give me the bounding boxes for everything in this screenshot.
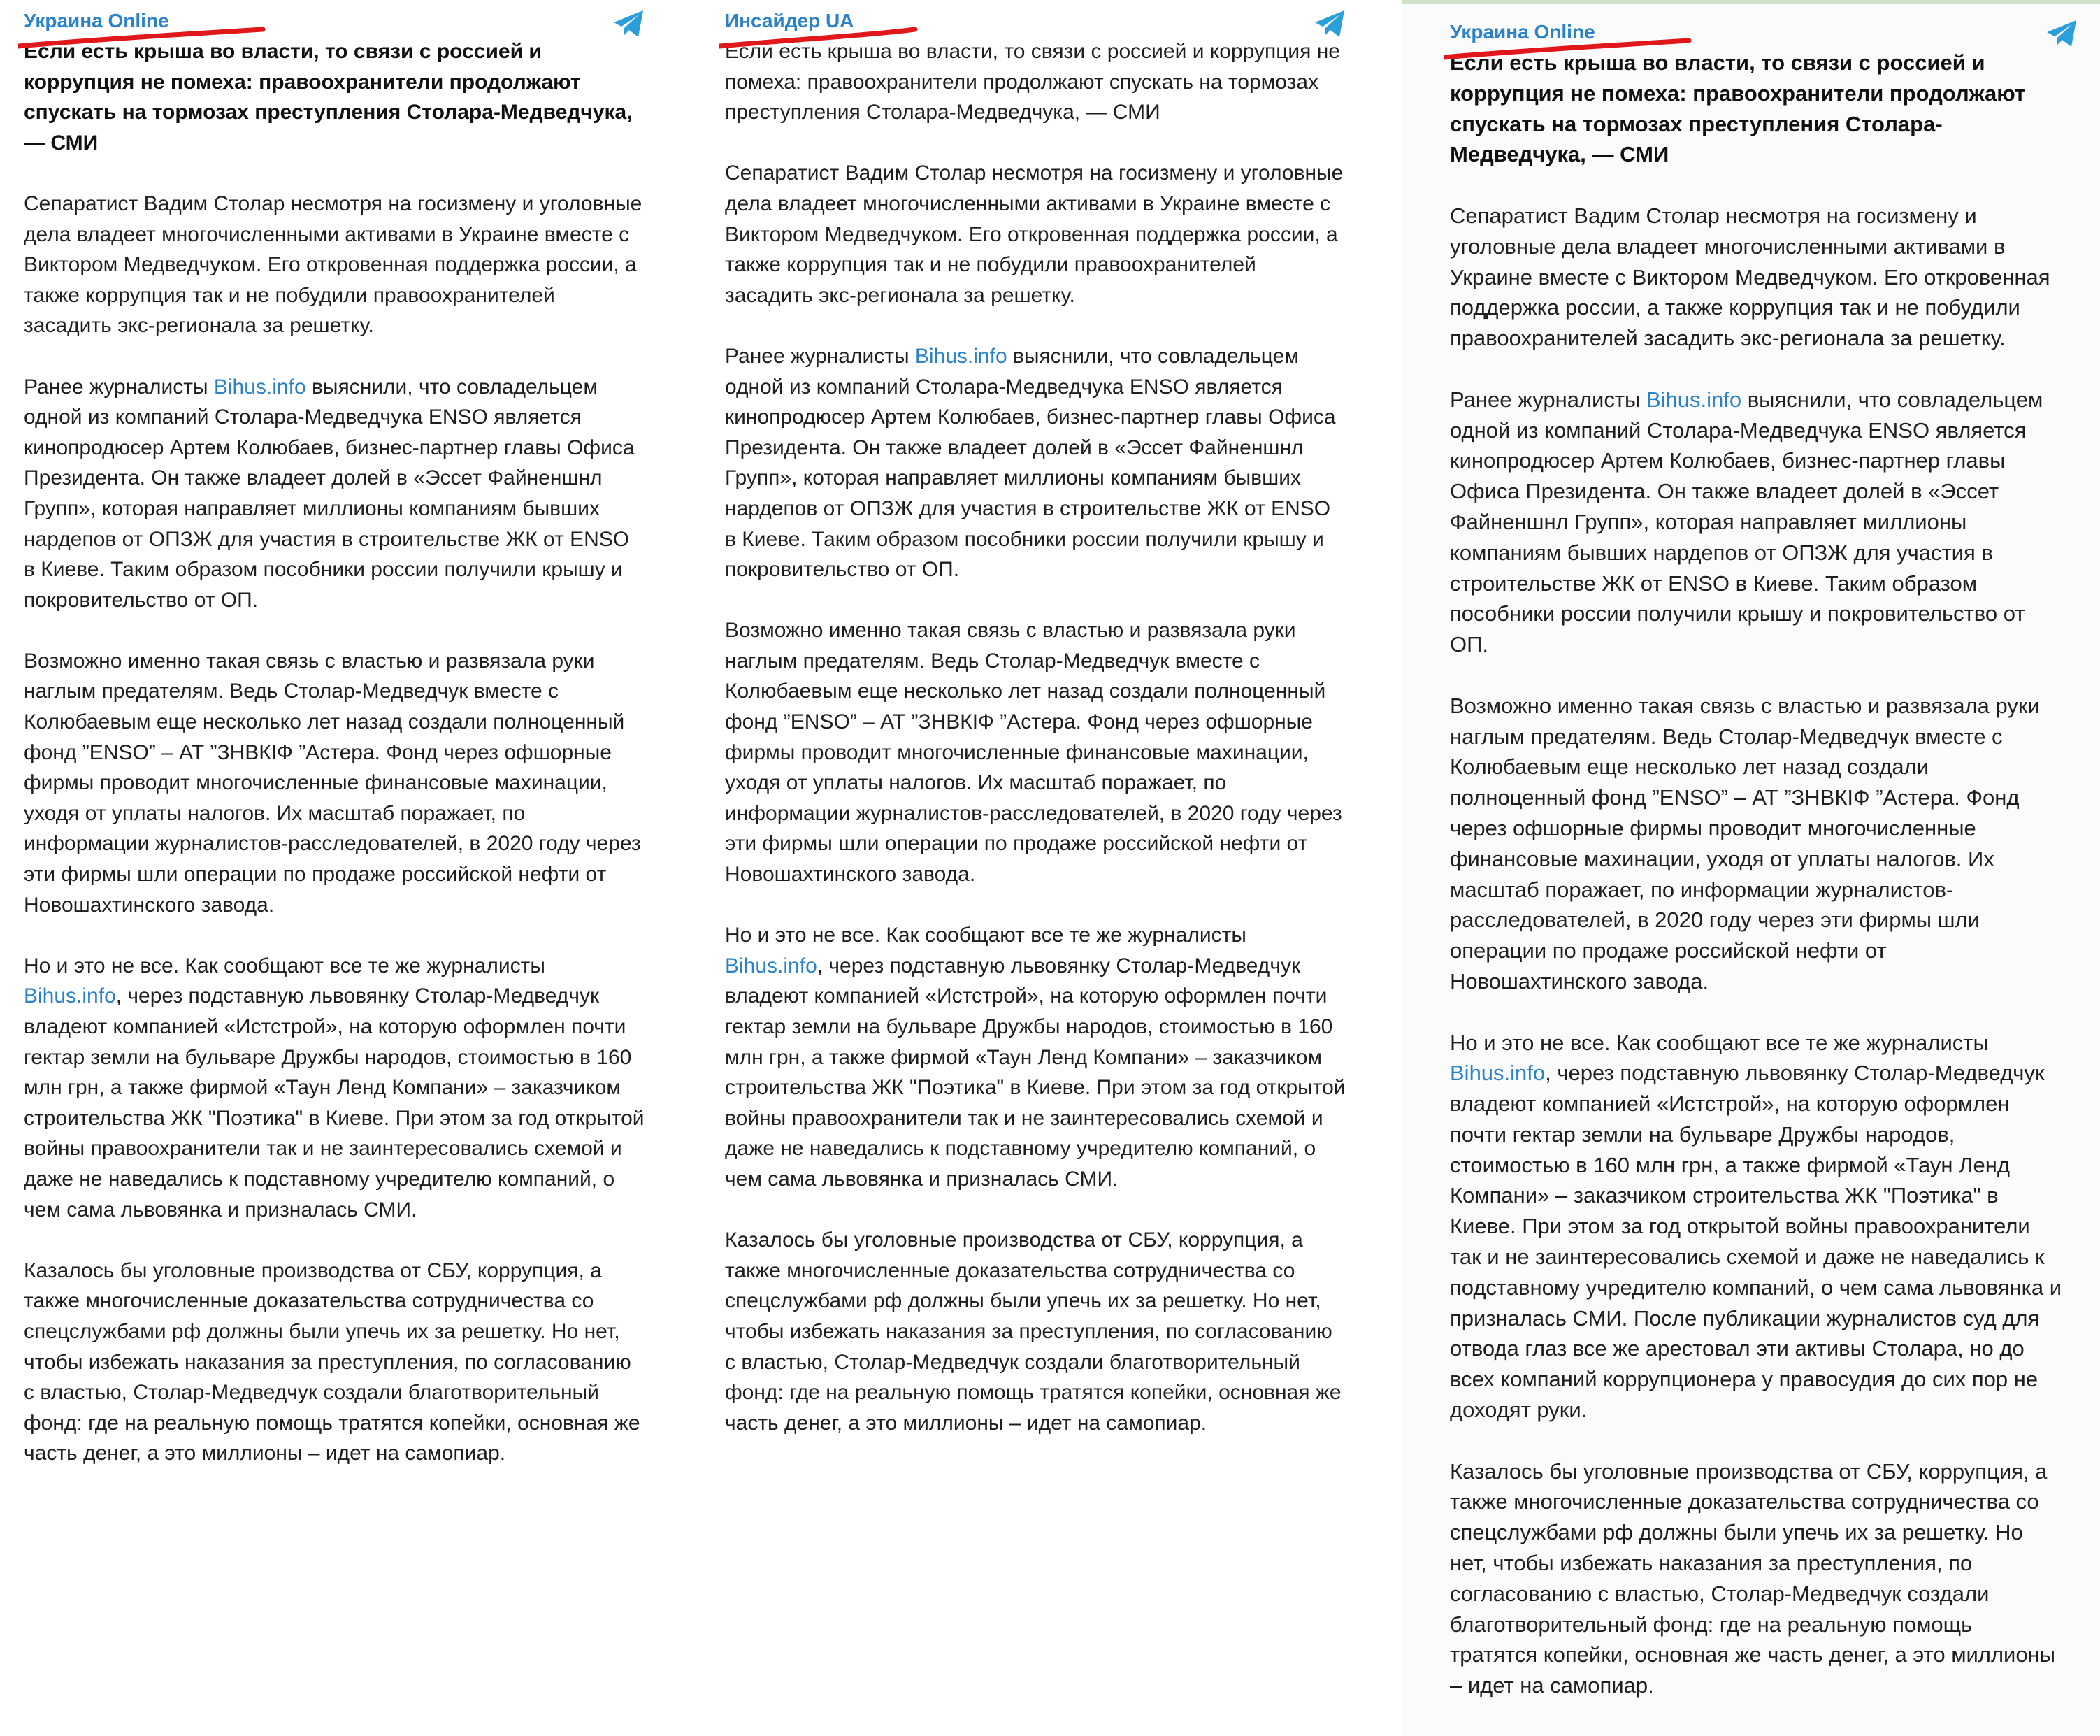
- post-column-1: [0, 0, 701, 1736]
- channel-name[interactable]: Украина Online: [1450, 17, 1595, 48]
- post-body: [24, 36, 646, 1469]
- post-container: [24, 6, 646, 1500]
- red-underline-mark: [18, 25, 270, 53]
- post-paragraph: Но и это не все. Как сообщают все те же журналисты Bihus.info, через подставную львовянку Столар-Медведчук владеют компанией «Истстрой», на которую оформлен почти гектар земли на бульваре Дружбы народов, стоимостью в 160 млн грн, а также фирмой «Таун Ленд Компани» – заказчиком строительства ЖК "Поэтика" в Киеве. При этом за год открытой войны правоохранители так и не заинтересовались схемой и даже не наведались к подставному учредителю компаний, о чем сама львовянка и призналась СМИ. После публикации журналистов суд для отвода глаз все же арестовал эти активы Столара, но до всех компаний коррупционера у правосудия до сих пор не доходят руки.: [1450, 1030, 2062, 1423]
- post-headline: Если есть крыша во власти, то связи с россией и коррупция не помеха: правоохранители продолжают спускать на тормозах преступления Столара-Медведчука, — СМИ: [1450, 50, 2026, 167]
- telegram-icon[interactable]: [1314, 8, 1347, 39]
- post-paragraph: Сепаратист Вадим Столар несмотря на госизмену и уголовные дела владеет многочисленными активами в Украине вместе с Виктором Медведчуком. Его откровенная поддержка россии, а также коррупция так и не побудили правоохранителей засадить экс-регионала за решетку.: [725, 162, 1344, 307]
- post-paragraph: Возможно именно такая связь с властью и развязала руки наглым предателям. Ведь Столар-Медведчук вместе с Колюбаевым еще несколько лет назад создали полноценный фонд ”ENSO” – АТ ”ЗНВКІФ ”Астера. Фонд через офшорные фирмы проводит многочисленные финансовые махинации, уходя от уплаты налогов. Их масштаб поражает, по информации журналистов-расследователей, в 2020 году через эти фирмы шли операции по продаже российской нефти от Новошахтинского завода.: [1450, 693, 2040, 993]
- post-paragraph: Но и это не все. Как сообщают все те же журналисты Bihus.info, через подставную львовянку Столар-Медведчук владеют компанией «Истстрой», на которую оформлен почти гектар земли на бульваре Дружбы народов, стоимостью в 160 млн грн, а также фирмой «Таун Ленд Компани» – заказчиком строительства ЖК "Поэтика" в Киеве. При этом за год открытой войны правоохранители так и не заинтересовались схемой и даже не наведались к подставному учредителю компаний, о чем сама львовянка и призналась СМИ.: [24, 954, 645, 1221]
- post-headline: Если есть крыша во власти, то связи с россией и коррупция не помеха: правоохранители продолжают спускать на тормозах преступления Столара-Медведчука, — СМИ: [24, 40, 633, 155]
- post-column-2: [701, 0, 1402, 1736]
- post-paragraph: Возможно именно такая связь с властью и развязала руки наглым предателям. Ведь Столар-Медведчук вместе с Колюбаевым еще несколько лет назад создали полноценный фонд ”ENSO” – АТ ”ЗНВКІФ ”Астера. Фонд через офшорные фирмы проводит многочисленные финансовые махинации, уходя от уплаты налогов. Их масштаб поражает, по информации журналистов-расследователей, в 2020 году через эти фирмы шли операции по продаже российской нефти от Новошахтинского завода.: [725, 619, 1342, 887]
- red-underline-mark: [1444, 36, 1696, 64]
- bihus-link[interactable]: Bihus.info: [1646, 387, 1742, 412]
- post-paragraph: Казалось бы уголовные производства от СБУ, коррупция, а также многочисленные доказательства сотрудничества со спецслужбами рф должны были упечь их за решетку. Но нет, чтобы избежать наказания за преступления, по согласованию с властью, Столар-Медведчук создали благотворительный фонд: где на реальную помощь тратятся копейки, основная же часть денег, а это миллионы – идет на самопиар.: [725, 1228, 1342, 1435]
- telegram-icon[interactable]: [2045, 18, 2079, 49]
- bihus-link[interactable]: Bihus.info: [1450, 1061, 1546, 1086]
- post-container: [725, 6, 1347, 1469]
- post-body: [725, 36, 1347, 1438]
- post-paragraph: Казалось бы уголовные производства от СБУ, коррупция, а также многочисленные доказательства сотрудничества со спецслужбами рф должны были упечь их за решетку. Но нет, чтобы избежать наказания за преступления, по согласованию с властью, Столар-Медведчук создали благотворительный фонд: где на реальную помощь тратятся копейки, основная же часть денег, а это миллионы – идет на самопиар.: [1450, 1458, 2056, 1698]
- post-container: [1450, 17, 2065, 1732]
- post-body: [1450, 48, 2065, 1701]
- post-paragraph: Ранее журналисты Bihus.info выяснили, что совладельцем одной из компаний Столара-Медведчука ENSO является кинопродюсер Артем Колюбаев, бизнес-партнер главы Офиса Президента. Он также владеет долей в «Эссет Файненшнл Групп», которая направляет миллионы компаниям бывших нардепов от ОПЗЖ для участия в строительстве ЖК от ENSO в Киеве. Таким образом пособники россии получили крышу и покровительство от ОП.: [725, 344, 1336, 582]
- top-border: [1402, 0, 2100, 4]
- post-paragraph: Казалось бы уголовные производства от СБУ, коррупция, а также многочисленные доказательства сотрудничества со спецслужбами рф должны были упечь их за решетку. Но нет, чтобы избежать наказания за преступления, по согласованию с властью, Столар-Медведчук создали благотворительный фонд: где на реальную помощь тратятся копейки, основная же часть денег, а это миллионы – идет на самопиар.: [24, 1258, 640, 1465]
- bihus-link[interactable]: Bihus.info: [725, 954, 817, 977]
- channel-name[interactable]: Инсайдер UA: [725, 6, 854, 36]
- post-paragraph: Возможно именно такая связь с властью и развязала руки наглым предателям. Ведь Столар-Медведчук вместе с Колюбаевым еще несколько лет назад создали полноценный фонд ”ENSO” – АТ ”ЗНВКІФ ”Астера. Фонд через офшорные фирмы проводит многочисленные финансовые махинации, уходя от уплаты налогов. Их масштаб поражает, по информации журналистов-расследователей, в 2020 году через эти фирмы шли операции по продаже российской нефти от Новошахтинского завода.: [24, 649, 641, 917]
- channel-name[interactable]: Украина Online: [24, 6, 169, 36]
- post-paragraph: Сепаратист Вадим Столар несмотря на госизмену и уголовные дела владеет многочисленными активами в Украине вместе с Виктором Медведчуком. Его откровенная поддержка россии, а также коррупция так и не побудили правоохранителей засадить экс-регионала за решетку.: [24, 192, 642, 338]
- post-paragraph: Ранее журналисты Bihus.info выяснили, что совладельцем одной из компаний Столара-Медведчука ENSO является кинопродюсер Артем Колюбаев, бизнес-партнер главы Офиса Президента. Он также владеет долей в «Эссет Файненшнл Групп», которая направляет миллионы компаниям бывших нардепов от ОПЗЖ для участия в строительстве ЖК от ENSO в Киеве. Таким образом пособники россии получили крышу и покровительство от ОП.: [24, 375, 635, 612]
- bihus-link[interactable]: Bihus.info: [914, 344, 1007, 368]
- bihus-link[interactable]: Bihus.info: [213, 375, 306, 399]
- bihus-link[interactable]: Bihus.info: [24, 984, 116, 1008]
- post-paragraph: Ранее журналисты Bihus.info выяснили, что совладельцем одной из компаний Столара-Медведчука ENSO является кинопродюсер Артем Колюбаев, бизнес-партнер главы Офиса Президента. Он также владеет долей в «Эссет Файненшнл Групп», которая направляет миллионы компаниям бывших нардепов от ОПЗЖ для участия в строительстве ЖК от ENSO в Киеве. Таким образом пособники россии получили крышу и покровительство от ОП.: [1450, 387, 2043, 657]
- post-paragraph: Но и это не все. Как сообщают все те же журналисты Bihus.info, через подставную львовянку Столар-Медведчук владеют компанией «Истстрой», на которую оформлен почти гектар земли на бульваре Дружбы народов, стоимостью в 160 млн грн, а также фирмой «Таун Ленд Компани» – заказчиком строительства ЖК "Поэтика" в Киеве. При этом за год открытой войны правоохранители так и не заинтересовались схемой и даже не наведались к подставному учредителю компаний, о чем сама львовянка и призналась СМИ.: [725, 924, 1346, 1191]
- post-paragraph: Сепаратист Вадим Столар несмотря на госизмену и уголовные дела владеет многочисленными активами в Украине вместе с Виктором Медведчуком. Его откровенная поддержка россии, а также коррупция так и не побудили правоохранителей засадить экс-регионала за решетку.: [1450, 203, 2050, 351]
- telegram-icon[interactable]: [612, 8, 646, 39]
- post-column-3: [1402, 0, 2100, 1736]
- red-underline-mark: [719, 25, 971, 53]
- post-headline: Если есть крыша во власти, то связи с россией и коррупция не помеха: правоохранители продолжают спускать на тормозах преступления Столара-Медведчука, — СМИ: [725, 40, 1340, 124]
